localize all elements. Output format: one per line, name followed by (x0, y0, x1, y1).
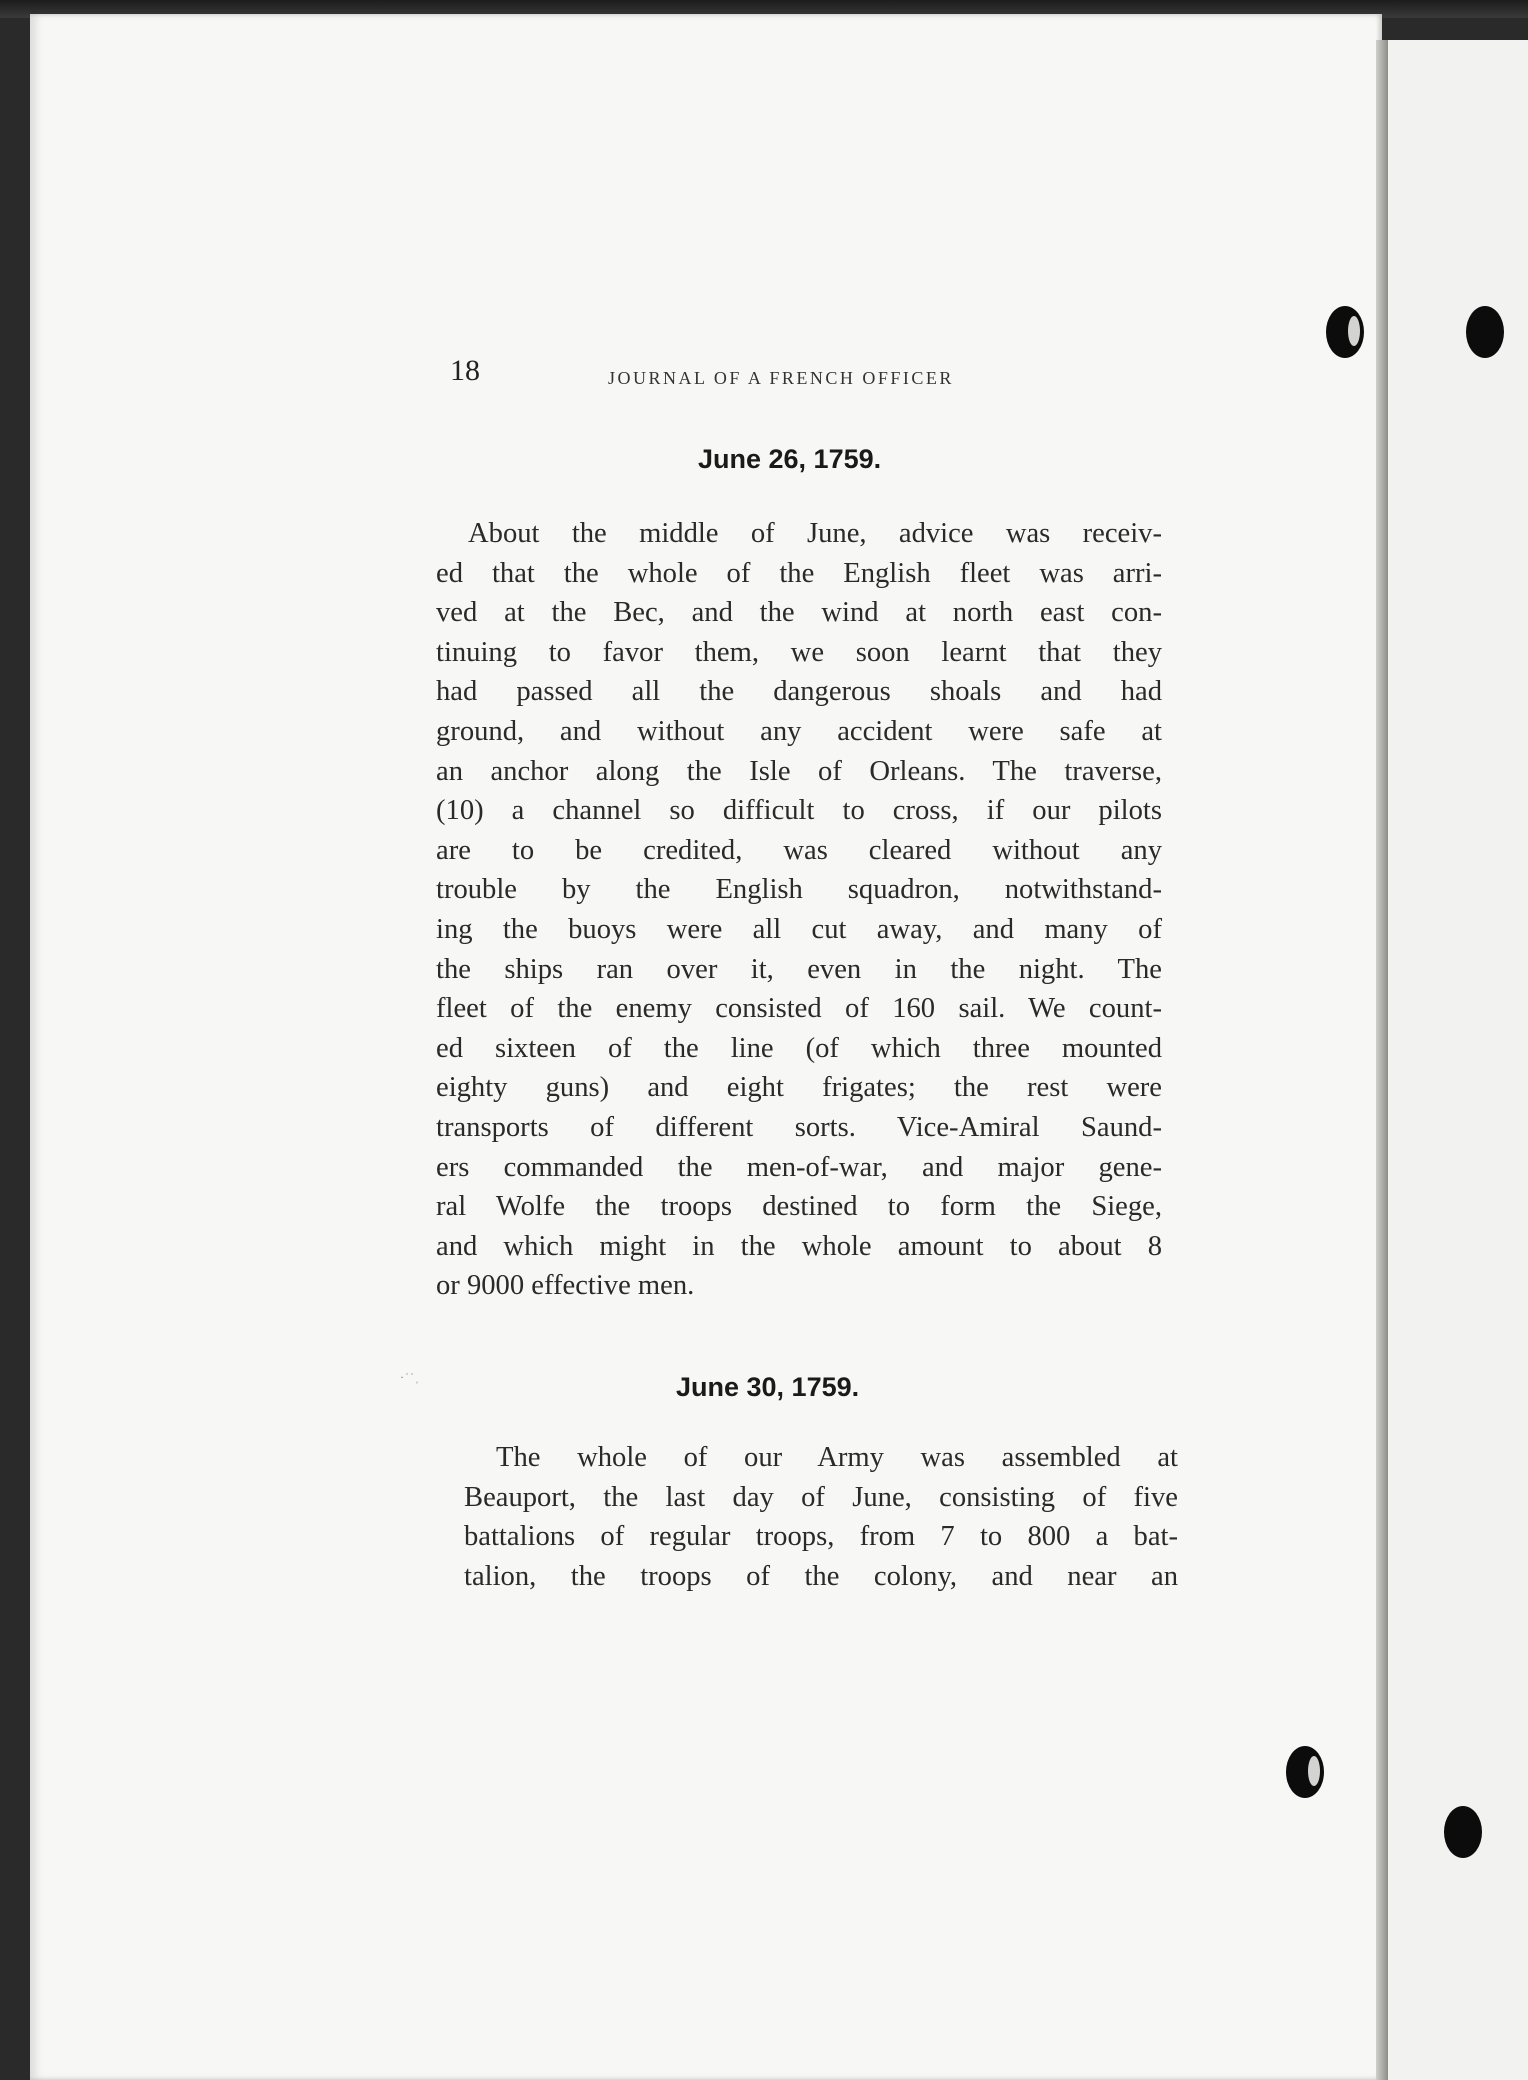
text-line: fleet of the enemy consisted of 160 sail. We count- (436, 993, 1162, 1025)
page-gutter (1376, 40, 1388, 2080)
text-line: battalions of regular troops, from 7 to 800 a bat- (464, 1521, 1178, 1553)
punch-hole (1444, 1806, 1482, 1858)
text-line: ed that the whole of the English fleet was arri- (436, 557, 1162, 589)
text-line: Beauport, the last day of June, consisting of five (464, 1481, 1178, 1513)
text-line: ing the buoys were all cut away, and many of (436, 913, 1162, 945)
text-line: and which might in the whole amount to about 8 (436, 1230, 1162, 1262)
text-line: trouble by the English squadron, notwithstand- (436, 874, 1162, 906)
text-line: or 9000 effective men. (436, 1270, 695, 1302)
text-line: talion, the troops of the colony, and near an (464, 1560, 1178, 1592)
running-head (30, 354, 1382, 394)
text-line: ground, and without any accident were safe at (436, 715, 1162, 747)
punch-hole (1286, 1746, 1324, 1798)
running-title: JOURNAL OF A FRENCH OFFICER (608, 368, 954, 388)
page-number: 18 (450, 354, 480, 387)
text-line: an anchor along the Isle of Orleans. The traverse, (436, 755, 1162, 787)
journal-entry (464, 1438, 1178, 1596)
journal-entry (436, 514, 1162, 1306)
punch-hole (1326, 306, 1364, 358)
adjacent-page (1388, 40, 1528, 2080)
text-line: ral Wolfe the troops destined to form the Siege, (436, 1191, 1162, 1223)
text-line: transports of different sorts. Vice-Amiral Saund- (436, 1111, 1162, 1143)
text-line: ers commanded the men-of-war, and major gene- (436, 1151, 1162, 1183)
punch-hole (1466, 306, 1504, 358)
text-line: are to be credited, was cleared without any (436, 834, 1162, 866)
text-line: About the middle of June, advice was receiv- (468, 518, 1162, 549)
entry-date-heading: June 30, 1759. (676, 1372, 860, 1402)
text-line: The whole of our Army was assembled at (496, 1442, 1178, 1473)
text-line: tinuing to favor them, we soon learnt that they (436, 636, 1162, 668)
text-line: (10) a channel so difficult to cross, if our pilots (436, 795, 1162, 827)
entry-date-heading: June 26, 1759. (698, 444, 882, 474)
book-page (30, 14, 1382, 2080)
margin-mark: ·˙˙ˌ (400, 1370, 420, 1384)
text-line: ved at the Bec, and the wind at north east con- (436, 597, 1162, 629)
text-line: ed sixteen of the line (of which three mounted (436, 1032, 1162, 1064)
text-line: had passed all the dangerous shoals and had (436, 676, 1162, 708)
text-line: eighty guns) and eight frigates; the rest were (436, 1072, 1162, 1104)
text-line: the ships ran over it, even in the night. The (436, 953, 1162, 985)
